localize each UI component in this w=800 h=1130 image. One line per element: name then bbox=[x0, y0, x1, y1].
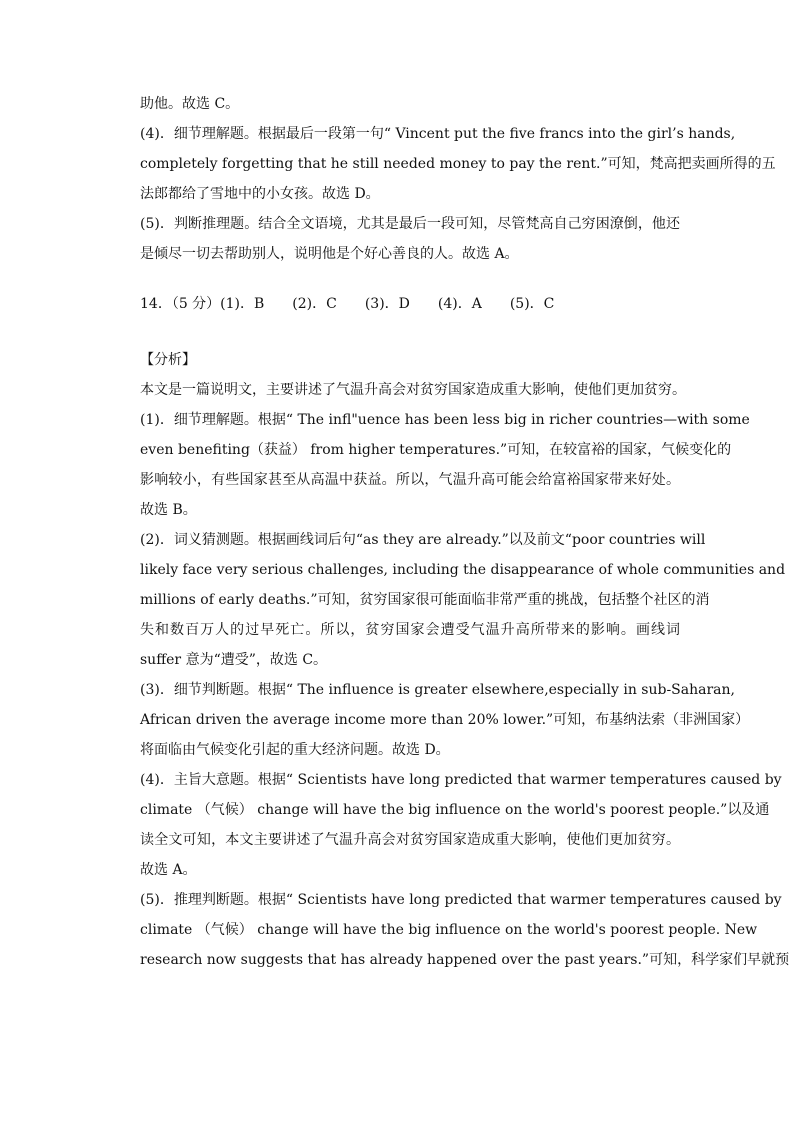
text-line: 读全文可知，本文主要讲述了气温升高会对贫穷国家造成重大影响，使他们更加贫穷。 bbox=[140, 832, 680, 848]
text-line: 失和数百万人的过早死亡。所以，贫穷国家会遭受气温升高所带来的影响。画线词 bbox=[140, 622, 680, 638]
answer-key-line: 14．（5 分）(1)．B (2)．C (3)．D (4)．A (5)．C bbox=[140, 296, 555, 312]
text-line: 本文是一篇说明文，主要讲述了气温升高会对贫穷国家造成重大影响，使他们更加贫穷。 bbox=[140, 382, 686, 398]
text-line: 助他。故选 C。 bbox=[140, 96, 240, 112]
text-line: (5)．判断推理题。结合全文语境，尤其是最后一段可知，尽管梵高自己穷困潦倒，他还 bbox=[140, 216, 680, 232]
text-line: (3)．细节判断题。根据“ The influence is greater elsewhere,especially in sub-Saharan, bbox=[140, 682, 735, 698]
text-line: suffer 意为“遭受”，故选 C。 bbox=[140, 652, 328, 668]
text-line: 影响较小，有些国家甚至从高温中获益。所以，气温升高可能会给富裕国家带来好处。 bbox=[140, 472, 680, 488]
analysis-section bbox=[140, 348, 790, 978]
spacer bbox=[140, 272, 680, 292]
text-line: (4)．主旨大意题。根据“ Scientists have long predicted that warmer temperatures caused by bbox=[140, 772, 782, 788]
spacer bbox=[140, 322, 680, 348]
text-line: (5)．推理判断题。根据“ Scientists have long predicted that warmer temperatures caused by bbox=[140, 892, 782, 908]
text-line: 故选 A。 bbox=[140, 862, 197, 878]
text-line: climate （气候） change will have the big influence on the world's poorest people.”以及通 bbox=[140, 802, 770, 818]
previous-answer-explanation bbox=[140, 92, 776, 272]
text-line: (4)．细节理解题。根据最后一段第一句“ Vincent put the five francs into the girl’s hands, bbox=[140, 126, 736, 142]
analysis-heading: 【分析】 bbox=[140, 352, 196, 368]
text-line: African driven the average income more than 20% lower.”可知，布基纳法索（非洲国家） bbox=[140, 712, 750, 728]
text-line: 故选 B。 bbox=[140, 502, 197, 518]
text-line: (1)．细节理解题。根据“ The infl"uence has been less big in richer countries—with some bbox=[140, 412, 750, 428]
text-line: even benefiting（获益） from higher temperatures.”可知，在较富裕的国家，气候变化的 bbox=[140, 442, 732, 458]
text-line: (2)．词义猜测题。根据画线词后句“as they are already.”以及前文“poor countries will bbox=[140, 532, 706, 548]
text-line: 法郎都给了雪地中的小女孩。故选 D。 bbox=[140, 186, 380, 202]
text-line: millions of early deaths.”可知，贫穷国家很可能面临非常严重的挑战，包括整个社区的消 bbox=[140, 592, 710, 608]
text-line: completely forgetting that he still needed money to pay the rent.”可知，梵高把卖画所得的五 bbox=[140, 156, 776, 172]
text-line: climate （气候） change will have the big influence on the world's poorest people. New bbox=[140, 922, 758, 938]
document-page bbox=[140, 92, 790, 978]
text-line: research now suggests that has already happened over the past years.”可知，科学家们早就预 bbox=[140, 952, 790, 968]
text-line: 将面临由气候变化引起的重大经济问题。故选 D。 bbox=[140, 742, 450, 758]
text-line: likely face very serious challenges, including the disappearance of whole communities and bbox=[140, 562, 786, 578]
text-line: 是倾尽一切去帮助别人，说明他是个好心善良的人。故选 A。 bbox=[140, 246, 519, 262]
